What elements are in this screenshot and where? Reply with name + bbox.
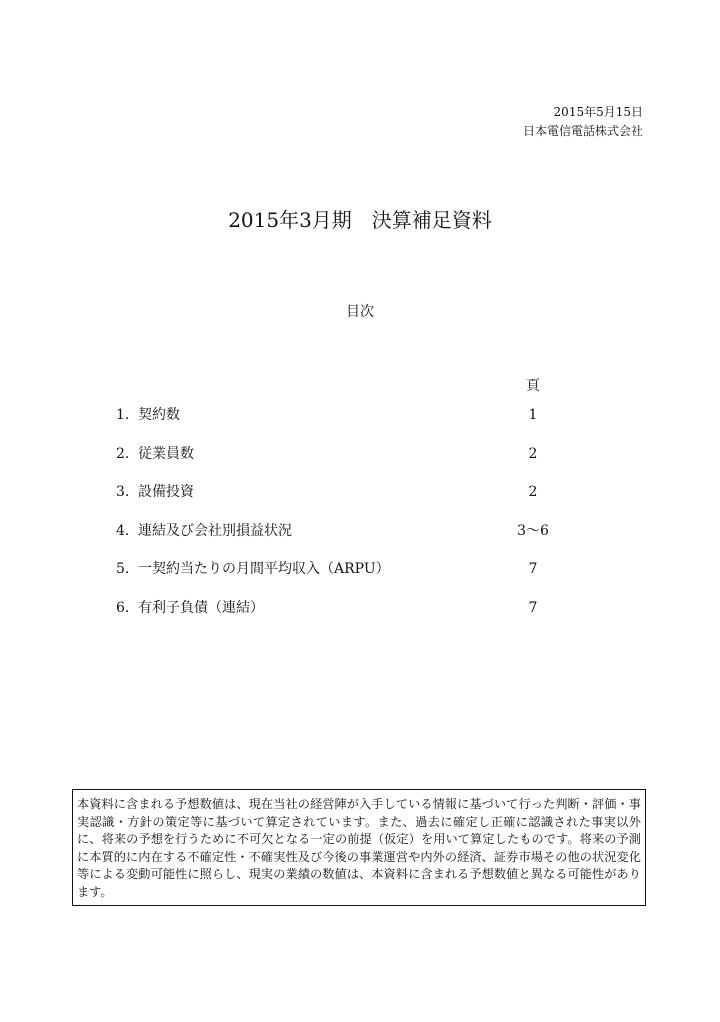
toc-item-number: 2. <box>116 445 130 462</box>
toc-item <box>116 558 566 597</box>
toc-item <box>116 443 566 482</box>
toc-item-page: 2 <box>528 484 538 500</box>
toc-item-page: 2 <box>528 445 538 462</box>
document-header <box>523 103 643 141</box>
toc-item-number: 5. <box>116 561 130 577</box>
toc-item-label: 設備投資 <box>138 484 194 500</box>
toc-item-page: 7 <box>528 561 538 577</box>
toc-item <box>116 481 566 520</box>
toc-item-label: 契約数 <box>138 407 180 423</box>
toc-item <box>116 597 566 636</box>
disclaimer-box <box>72 789 646 906</box>
toc-heading: 目次 <box>346 304 374 320</box>
toc-item <box>116 520 566 559</box>
toc-item-number: 3. <box>116 484 130 500</box>
toc-item-number: 4. <box>116 522 130 539</box>
toc-item-label: 有利子負債（連結） <box>138 599 264 616</box>
document-title: 2015年3月期 決算補足資料 <box>228 208 492 232</box>
toc-item-page: 1 <box>528 407 538 423</box>
issue-date: 2015年5月15日 <box>553 105 643 119</box>
table-of-contents <box>116 404 566 635</box>
toc-item-page: 3〜6 <box>517 522 549 539</box>
toc-item-label: 連結及び会社別損益状況 <box>138 522 292 539</box>
toc-item-label: 一契約当たりの月間平均収入（ARPU） <box>138 561 390 577</box>
toc-item-label: 従業員数 <box>138 445 194 462</box>
company-name: 日本電信電話株式会社 <box>522 124 643 138</box>
toc-item-number: 1. <box>116 407 130 423</box>
toc-item-number: 6. <box>116 599 130 616</box>
toc-item-page: 7 <box>528 599 538 616</box>
page-column-label: 頁 <box>526 378 540 394</box>
toc-item <box>116 404 566 443</box>
disclaimer-text: 本資料に含まれる予想数値は、現在当社の経営陣が入手している情報に基づいて行った判断・評価・事実認識・方針の策定等に基づいて算定されています。また、過去に確定し正確に認識された事実以外に、将来の予想を行うために不可欠となる一定の前提（仮定）を用いて算定したものです。将来の予測に本質的に内在する不確定性・不確実性及び今後の事業運営や内外の経済、証券市場その他の状況変化等による変動可能性に照らし、現実の業績の数値は、本資料に含まれる予想数値と異なる可能性があります。 <box>77 797 641 899</box>
